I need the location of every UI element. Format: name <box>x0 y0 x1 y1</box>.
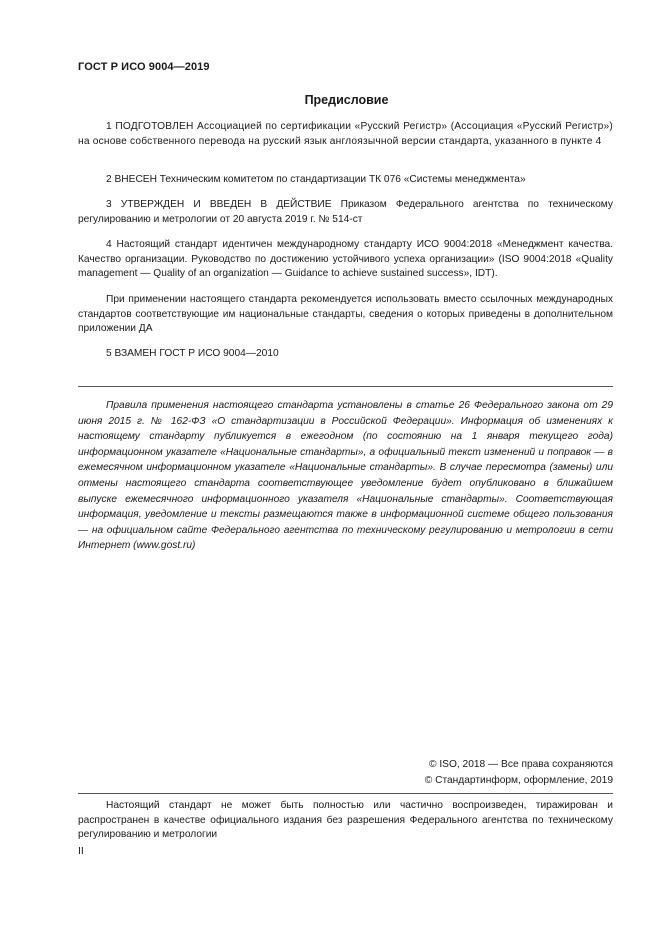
copyright-block <box>425 757 613 788</box>
copyright-iso: © ISO, 2018 — Все права сохраняются <box>429 759 613 770</box>
page-title <box>0 93 661 107</box>
document-code: ГОСТ Р ИСО 9004—2019 <box>78 61 210 73</box>
foreword-item-4: 4 Настоящий стандарт идентичен международному стандарту ИСО 9004:2018 «Менеджмент качества. Качество организации. Руководство по достижению устойчивого успеха организации» (ISO 9004:2018 «Quality management — Quality of an organization — Guidance to achieve sustained success», IDT). <box>78 239 613 280</box>
foreword-item-3: 3 УТВЕРЖДЕН И ВВЕДЕН В ДЕЙСТВИЕ Приказом Федерального агентства по техническому регулированию и метрологии от 20 августа 2019 г. № 514-ст <box>78 199 613 225</box>
separator-line-bottom <box>78 793 613 794</box>
foreword-item-2: 2 ВНЕСЕН Техническим комитетом по стандартизации ТК 076 «Системы менеджмента» <box>106 174 526 185</box>
application-rules-notice: Правила применения настоящего стандарта установлены в статье 26 Федерального закона от 29 июня 2015 г. № 162-ФЗ «О стандартизации в Российской Федерации». Информация об изменениях к настоящему стандарту публикуется в ежегодном (по состоянию на 1 января текущего года) информационном указателе «Национальные стандарты», а официальный текст изменений и поправок — в ежемесячном информационном указателе «Национальные стандарты». В случае пересмотра (замены) или отмены настоящего стандарта соответствующее уведомление будет опубликовано в ближайшем выпуске ежемесячного информационного указателя «Национальные стандарты». Соответствующая информация, уведомление и тексты размещаются также в информационной системе общего пользования — на официальном сайте Федерального агентства по техническому регулированию и метрологии в сети Интернет (www.gost.ru) <box>78 400 613 552</box>
foreword-item-5: 5 ВЗАМЕН ГОСТ Р ИСО 9004—2010 <box>106 348 279 359</box>
copyright-standartinform: © Стандартинформ, оформление, 2019 <box>424 774 613 786</box>
foreword-item-1: 1 ПОДГОТОВЛЕН Ассоциацией по сертификации «Русский Регистр» (Ассоциация «Русский Регистр») на основе собственного перевода на русский язык англоязычной версии стандарта, указанного в пункте 4 <box>78 121 613 147</box>
foreword-item-4-note: При применении настоящего стандарта рекомендуется использовать вместо ссылочных международных стандартов соответствующие им национальные стандарты, сведения о которых приведены в дополнительном приложении ДА <box>78 294 613 335</box>
page-title-text: Предисловие <box>304 93 389 107</box>
page-number: II <box>78 845 84 857</box>
reproduction-notice: Настоящий стандарт не может быть полностью или частично воспроизведен, тиражирован и распространен в качестве официального издания без разрешения Федерального агентства по техническому регулированию и метрологии <box>78 800 613 841</box>
separator-line <box>78 386 613 387</box>
